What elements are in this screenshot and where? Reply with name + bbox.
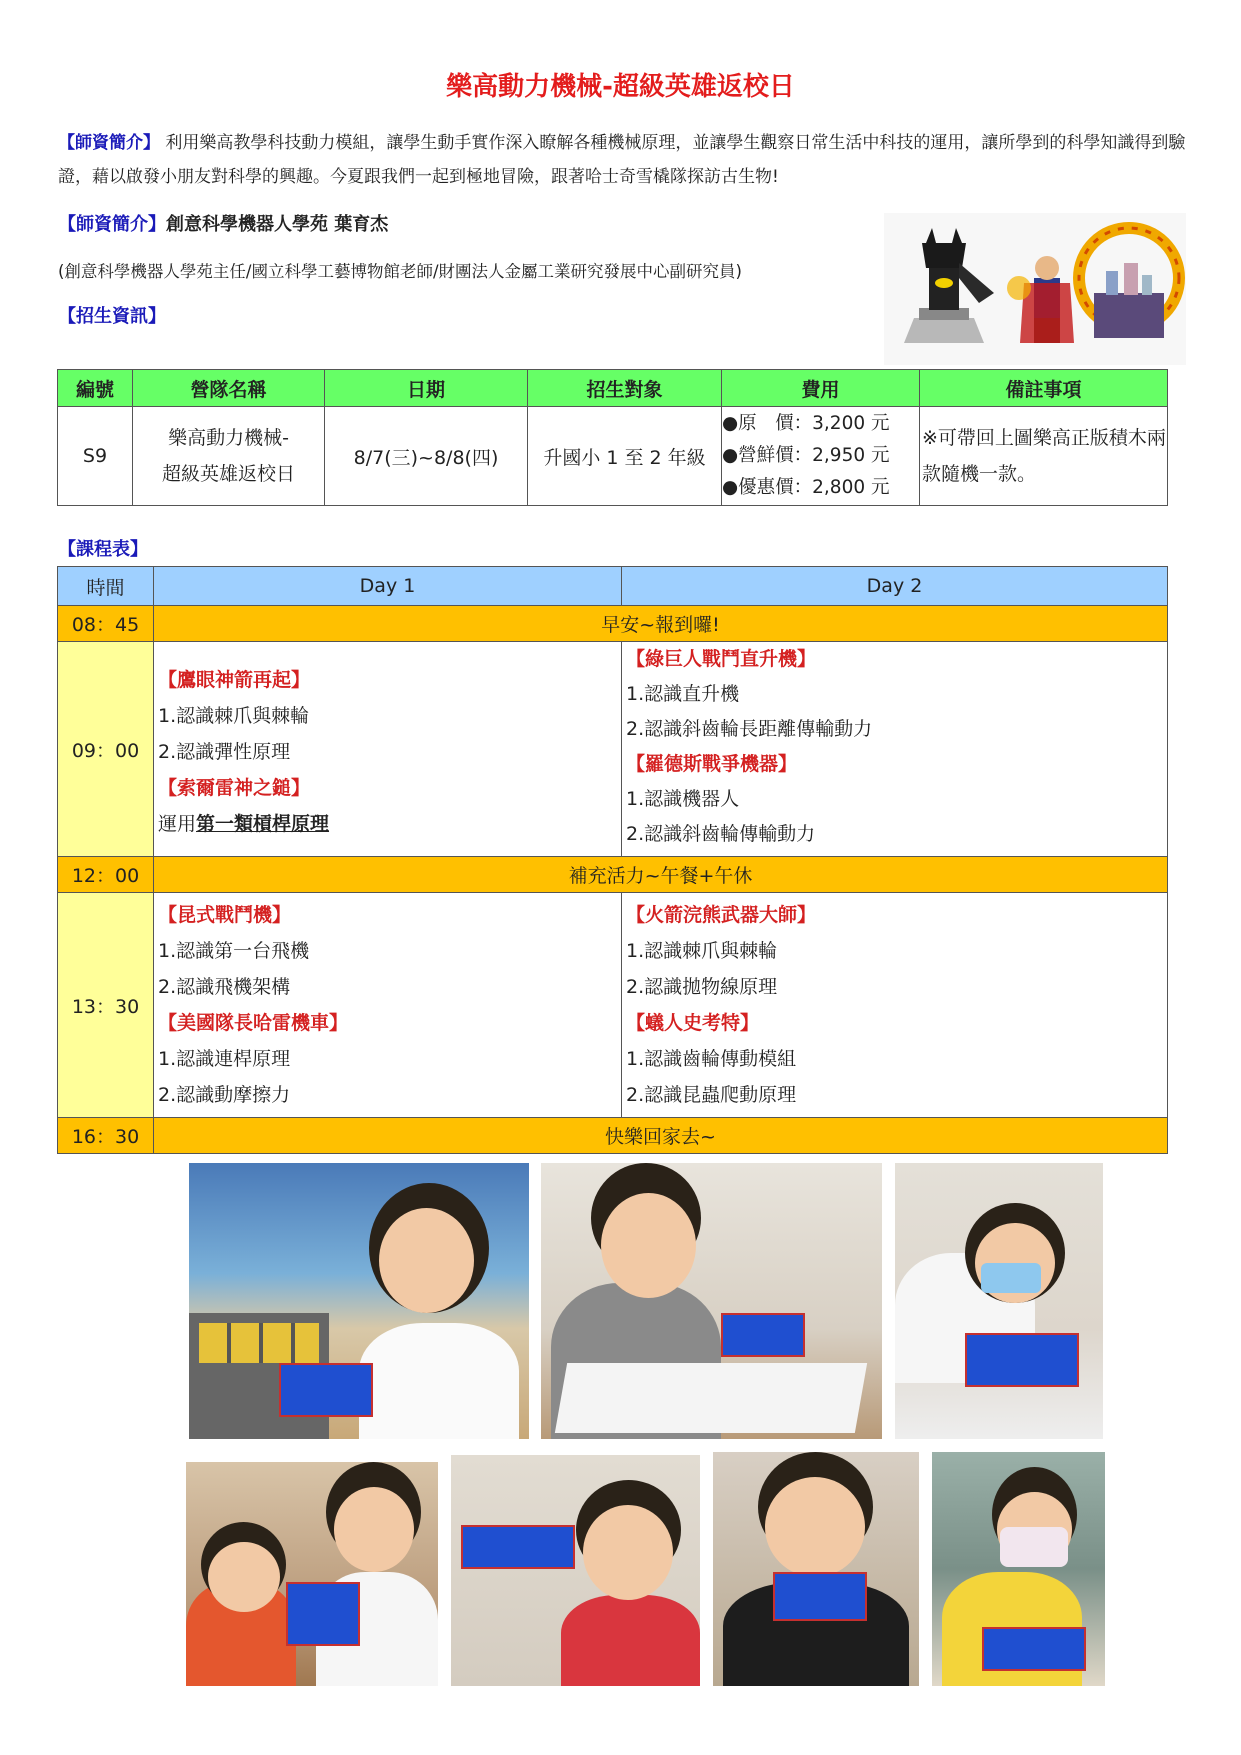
afternoon-day1-line1: 1.認識第一台飛機 bbox=[158, 940, 310, 962]
band2-time: 12：00 bbox=[58, 857, 154, 893]
afternoon-day2-title1: 【火箭浣熊武器大師】 bbox=[626, 904, 817, 926]
morning-day1-title1: 【鷹眼神箭再起】 bbox=[158, 669, 311, 691]
afternoon-day1 bbox=[154, 893, 622, 1118]
camp-name bbox=[133, 407, 325, 506]
header-target: 招生對象 bbox=[528, 370, 722, 407]
afternoon-day2-line3: 1.認識齒輪傳動模組 bbox=[626, 1048, 797, 1070]
header-day1: Day 1 bbox=[154, 567, 622, 606]
activity-photo-4 bbox=[186, 1462, 438, 1686]
fee-discount: ●優惠價：2,800 元 bbox=[722, 477, 890, 498]
morning-day1-line3 bbox=[158, 806, 617, 842]
lego-minifigures-image bbox=[884, 213, 1186, 365]
schedule-label: 【課程表】 bbox=[58, 539, 148, 560]
band1-text: 早安~報到囉! bbox=[154, 606, 1168, 642]
intro-label: 【師資簡介】 bbox=[58, 133, 160, 153]
morning-day2-line3: 1.認識機器人 bbox=[626, 788, 740, 810]
afternoon-day2-line4: 2.認識昆蟲爬動原理 bbox=[626, 1084, 797, 1106]
morning-day2 bbox=[622, 642, 1168, 857]
afternoon-day1-line2: 2.認識飛機架構 bbox=[158, 976, 291, 998]
header-time: 時間 bbox=[58, 567, 154, 606]
camp-name-line1: 樂高動力機械- bbox=[168, 427, 289, 449]
band2-text: 補充活力~午餐+午休 bbox=[154, 857, 1168, 893]
intro-text: 利用樂高教學科技動力模組，讓學生動手實作深入瞭解各種機械原理，並讓學生觀察日常生活中科技的運用，讓所學到的科學知識得到驗證，藉以啟發小朋友對科學的興趣。今夏跟我們一起到極地冒險，跟著哈士奇雪橇隊探訪古生物! bbox=[58, 133, 1186, 187]
fee-early: ●營鮮價：2,950 元 bbox=[722, 445, 890, 466]
morning-day1-line2: 2.認識彈性原理 bbox=[158, 741, 291, 763]
activity-photo-3 bbox=[895, 1163, 1103, 1439]
afternoon-day1-line4: 2.認識動摩擦力 bbox=[158, 1084, 291, 1106]
morning-time: 09：00 bbox=[58, 642, 154, 857]
morning-day2-title2: 【羅德斯戰爭機器】 bbox=[626, 753, 798, 775]
afternoon-day2-title2: 【蟻人史考特】 bbox=[626, 1012, 760, 1034]
band3-text: 快樂回家去~ bbox=[154, 1118, 1168, 1154]
afternoon-day2-line1: 1.認識棘爪與棘輪 bbox=[626, 940, 778, 962]
afternoon-day2-line2: 2.認識拋物線原理 bbox=[626, 976, 778, 998]
header-camp-name: 營隊名稱 bbox=[133, 370, 325, 407]
morning-day1-line3-emphasis: 第一類槓桿原理 bbox=[196, 813, 330, 835]
teacher-label: 【師資簡介】 bbox=[58, 214, 166, 235]
morning-day1 bbox=[154, 642, 622, 857]
afternoon-day1-line3: 1.認識連桿原理 bbox=[158, 1048, 291, 1070]
enroll-label: 【招生資訊】 bbox=[58, 306, 166, 327]
afternoon-time: 13：30 bbox=[58, 893, 154, 1118]
teacher-title: (創意科學機器人學苑主任/國立科學工藝博物館老師/財團法人金屬工業研究發展中心副研究員) bbox=[58, 262, 742, 281]
camp-fee bbox=[722, 407, 920, 506]
camp-name-line2: 超級英雄返校日 bbox=[161, 463, 295, 485]
header-code: 編號 bbox=[58, 370, 133, 407]
band3-time: 16：30 bbox=[58, 1118, 154, 1154]
teacher-name: 創意科學機器人學苑 葉育杰 bbox=[166, 214, 389, 235]
band1-time: 08：45 bbox=[58, 606, 154, 642]
afternoon-day2 bbox=[622, 893, 1168, 1118]
header-fee: 費用 bbox=[722, 370, 920, 407]
page-title: 樂高動力機械-超級英雄返校日 bbox=[446, 72, 795, 102]
header-note: 備註事項 bbox=[920, 370, 1168, 407]
morning-day1-line3-prefix: 運用 bbox=[158, 813, 197, 835]
morning-day1-line1: 1.認識棘爪與棘輪 bbox=[158, 705, 310, 727]
teacher-line bbox=[58, 210, 388, 236]
camp-note: ※可帶回上圖樂高正版積木兩款隨機一款。 bbox=[920, 407, 1168, 506]
intro-paragraph bbox=[58, 126, 1188, 194]
header-date: 日期 bbox=[325, 370, 528, 407]
activity-photo-2 bbox=[541, 1163, 882, 1439]
afternoon-day1-title2: 【美國隊長哈雷機車】 bbox=[158, 1012, 349, 1034]
morning-day2-line4: 2.認識斜齒輪傳輸動力 bbox=[626, 823, 816, 845]
activity-photo-7 bbox=[932, 1452, 1105, 1686]
camp-date: 8/7(三)~8/8(四) bbox=[325, 407, 528, 506]
camp-target: 升國小 1 至 2 年級 bbox=[528, 407, 722, 506]
morning-day2-line1: 1.認識直升機 bbox=[626, 683, 740, 705]
morning-day1-title2: 【索爾雷神之鎚】 bbox=[158, 777, 311, 799]
lego-minifigures-illustration bbox=[884, 213, 1186, 365]
schedule-table bbox=[57, 566, 1168, 1154]
afternoon-day1-title1: 【昆式戰鬥機】 bbox=[158, 904, 292, 926]
enrollment-info-table bbox=[57, 369, 1168, 506]
morning-day2-title1: 【綠巨人戰鬥直升機】 bbox=[626, 648, 817, 670]
activity-photo-6 bbox=[713, 1452, 919, 1686]
header-day2: Day 2 bbox=[622, 567, 1168, 606]
activity-photo-1 bbox=[189, 1163, 529, 1439]
activity-photo-5 bbox=[451, 1455, 700, 1686]
morning-day2-line2: 2.認識斜齒輪長距離傳輸動力 bbox=[626, 718, 873, 740]
fee-original: ●原 價：3,200 元 bbox=[722, 413, 890, 434]
camp-code: S9 bbox=[58, 407, 133, 506]
